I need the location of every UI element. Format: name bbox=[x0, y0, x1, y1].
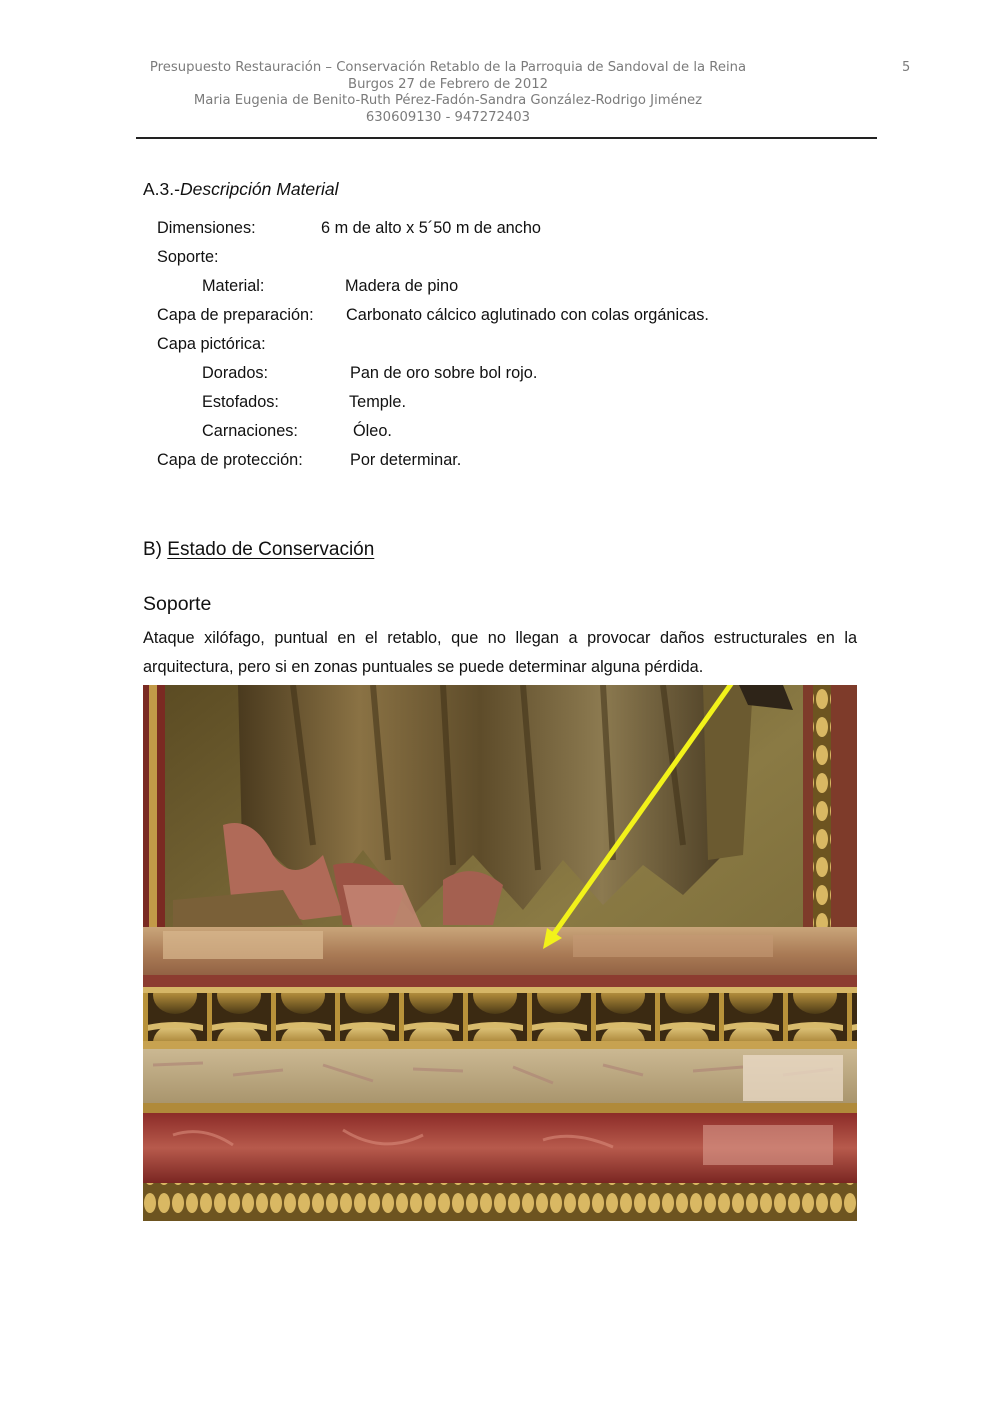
header-authors: Maria Eugenia de Benito-Ruth Pérez-Fadón-Sandra González-Rodrigo Jiménez bbox=[193, 93, 703, 108]
item-label: Dorados: bbox=[202, 364, 269, 382]
soporte-paragraph: Ataque xilófago, puntual en el retablo, que no llegan a provocar daños estructurales en la arquitectura, pero si en zonas puntuales se puede determinar alguna pérdida. bbox=[143, 629, 857, 676]
item-label: Capa de protección: bbox=[157, 451, 303, 469]
item-label: Capa de preparación: bbox=[157, 306, 314, 324]
item-label: Carnaciones: bbox=[202, 422, 298, 440]
section-b-title: Estado de Conservación bbox=[167, 539, 375, 560]
page-number: 5 bbox=[902, 60, 911, 75]
section-a3-heading bbox=[143, 179, 339, 200]
item-value: 6 m de alto x 5´50 m de ancho bbox=[321, 219, 541, 237]
item-value: Pan de oro sobre bol rojo. bbox=[350, 364, 538, 382]
item-label: Estofados: bbox=[202, 393, 279, 411]
item-label: Dimensiones: bbox=[157, 219, 256, 237]
item-value: Madera de pino bbox=[345, 277, 459, 295]
item-label: Material: bbox=[202, 277, 265, 295]
retablo-detail-photo bbox=[143, 685, 857, 1221]
header-divider bbox=[136, 137, 877, 139]
header-date: Burgos 27 de Febrero de 2012 bbox=[348, 76, 548, 92]
section-b-heading bbox=[143, 539, 374, 561]
item-value: Temple. bbox=[349, 393, 407, 411]
section-b-prefix: B) bbox=[143, 539, 162, 560]
item-value: Óleo. bbox=[353, 422, 392, 440]
header-phones: 630609130 - 947272403 bbox=[365, 109, 531, 125]
item-value: Carbonato cálcico aglutinado con colas orgánicas. bbox=[346, 306, 709, 324]
section-a3-title: Descripción Material bbox=[179, 179, 339, 199]
soporte-subheading: Soporte bbox=[143, 593, 212, 615]
item-value: Por determinar. bbox=[350, 451, 462, 469]
item-label: Capa pictórica: bbox=[157, 335, 266, 353]
item-label: Soporte: bbox=[157, 248, 219, 266]
header-title: Presupuesto Restauración – Conservación Retablo de la Parroquia de Sandoval de la Reina bbox=[149, 60, 747, 75]
document-header bbox=[136, 60, 760, 126]
section-a3-prefix: A.3.- bbox=[143, 179, 180, 199]
